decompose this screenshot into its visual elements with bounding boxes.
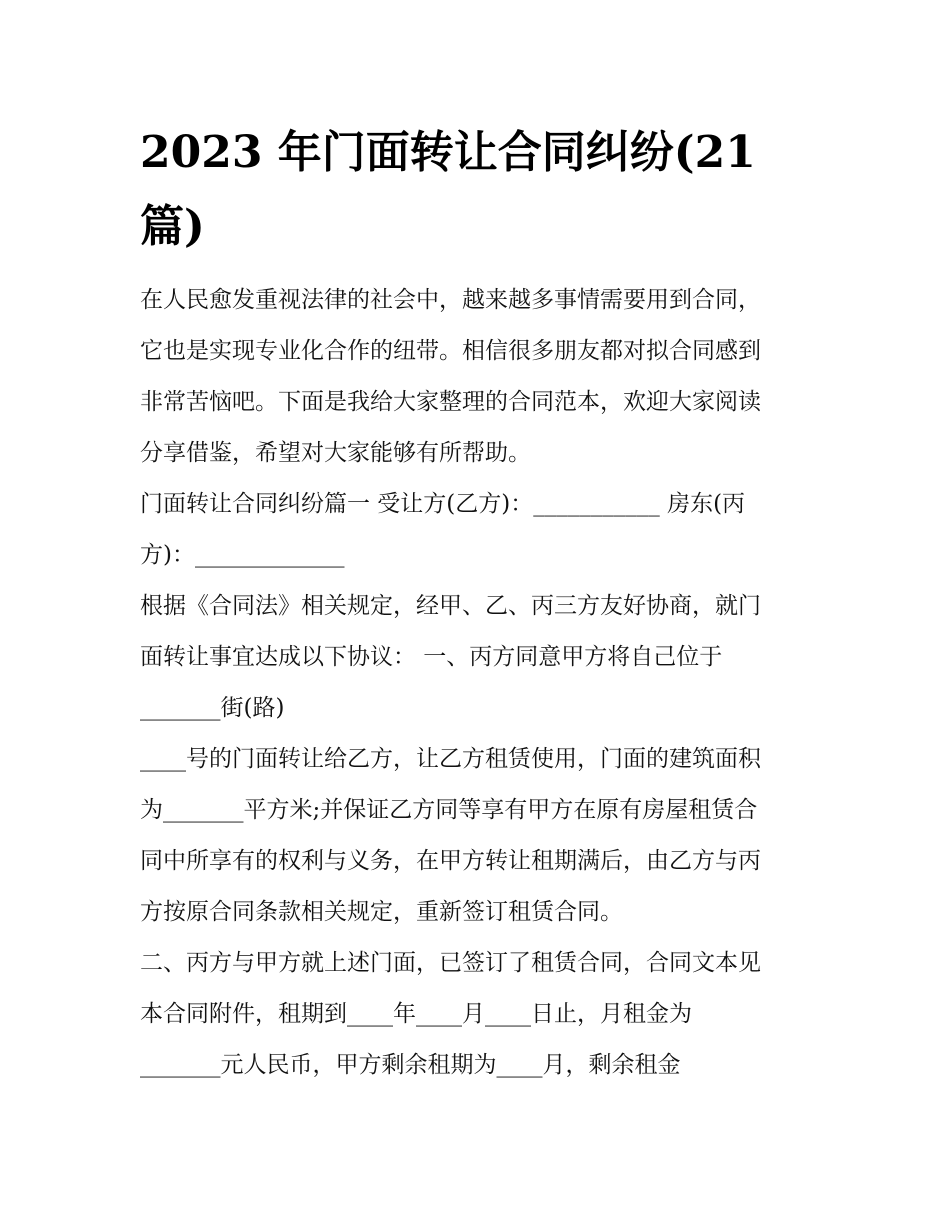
- paragraph-line: 分享借鉴，希望对大家能够有所帮助。: [140, 440, 531, 466]
- paragraph-line: ____号的门面转让给乙方，让乙方租赁使用，门面的建筑面积: [140, 746, 761, 772]
- paragraph-line: 本合同附件，租期到____年____月____日止，月租金为: [140, 1001, 692, 1027]
- paragraph-line: 面转让事宜达成以下协议： 一、丙方同意甲方将自己位于: [140, 644, 723, 670]
- title-line-1: 2023 年门面转让合同纠纷(21: [140, 127, 756, 178]
- paragraph-line: 同中所享有的权利与义务，在甲方转让租期满后，由乙方与丙: [140, 848, 761, 874]
- paragraph-line: 方)：_____________: [140, 542, 345, 568]
- document-title: [140, 116, 820, 264]
- paragraph-line: 在人民愈发重视法律的社会中，越来越多事情需要用到合同，: [140, 287, 761, 313]
- paragraph-line: 方按原合同条款相关规定，重新签订租赁合同。: [140, 899, 623, 925]
- paragraph-line: _______元人民币，甲方剩余租期为____月，剩余租金: [140, 1052, 681, 1078]
- paragraph-line: 二、丙方与甲方就上述门面，已签订了租赁合同，合同文本见: [140, 950, 761, 976]
- title-line-2: 篇): [140, 201, 205, 252]
- paragraph-line: _______街(路): [140, 695, 285, 721]
- paragraph-line: 为_______平方米;并保证乙方同等享有甲方在原有房屋租赁合: [140, 797, 758, 823]
- paragraph-line: 非常苦恼吧。下面是我给大家整理的合同范本，欢迎大家阅读: [140, 389, 761, 415]
- paragraph-line: 它也是实现专业化合作的纽带。相信很多朋友都对拟合同感到: [140, 338, 761, 364]
- paragraph-line: 门面转让合同纠纷篇一 受让方(乙方)：___________ 房东(丙: [140, 491, 746, 517]
- paragraph-line: 根据《合同法》相关规定，经甲、乙、丙三方友好协商，就门: [140, 593, 761, 619]
